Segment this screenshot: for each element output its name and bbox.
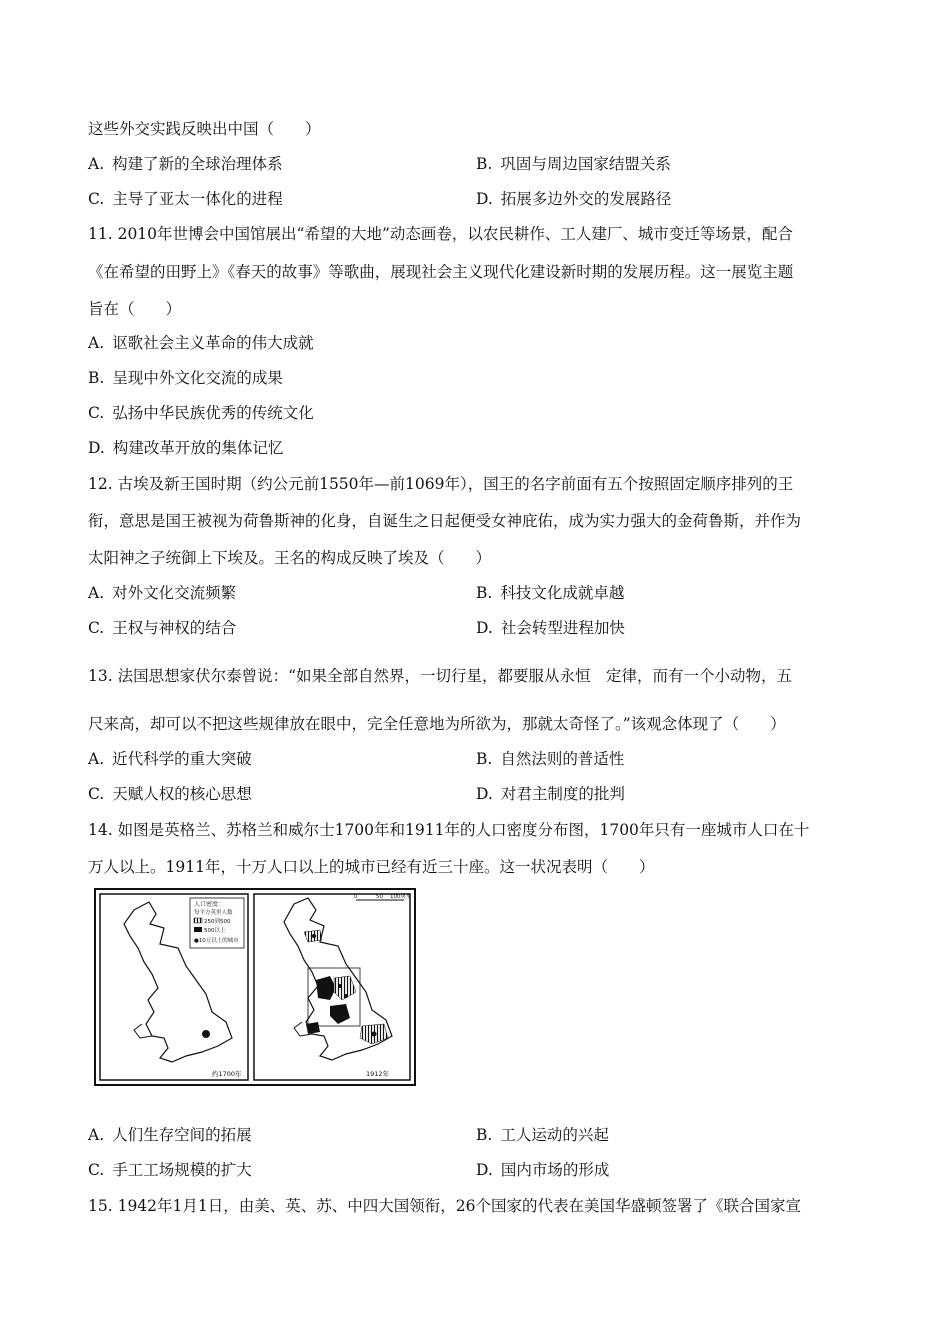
option-letter: D.	[476, 190, 493, 208]
left-map-caption: 约1700年	[212, 1070, 242, 1078]
option-letter: D.	[476, 619, 493, 637]
option-letter: D.	[476, 1161, 493, 1179]
option-letter: C.	[88, 619, 105, 637]
option-letter: B.	[476, 155, 493, 173]
option-text: 国内市场的形成	[500, 1161, 610, 1179]
option-letter: B.	[476, 750, 493, 768]
option-text: 自然法则的普适性	[500, 750, 625, 768]
city-dot	[344, 994, 348, 998]
option-text: 对外文化交流频繁	[112, 584, 237, 602]
option-letter: A.	[88, 1126, 105, 1144]
option-text: 主导了亚太一体化的进程	[112, 190, 283, 208]
city-dot	[310, 1026, 314, 1030]
map-outer-frame	[95, 889, 415, 1085]
population-density-map-figure	[94, 888, 416, 1086]
legend-item-city: ●10万以上的城市	[194, 938, 239, 944]
option-letter: B.	[476, 584, 493, 602]
q11-option-b[interactable]	[88, 368, 283, 388]
option-text: 弘扬中华民族优秀的传统文化	[112, 404, 314, 422]
q14-option-b[interactable]	[476, 1125, 609, 1145]
option-letter: D.	[88, 439, 105, 457]
q10-option-a[interactable]	[88, 154, 283, 174]
q13-option-d[interactable]	[476, 784, 625, 804]
option-letter: C.	[88, 404, 105, 422]
q12-stem-line: 12. 古埃及新王国时期（约公元前1550年—前1069年），国王的名字前面有五个按照固定顺序排列的王	[88, 475, 794, 493]
q14-stem-line: 万人以上。1911年，十万人口以上的城市已经有近三十座。这一状况表明（ ）	[88, 858, 655, 876]
legend-swatch-dense	[194, 927, 202, 932]
option-letter: C.	[88, 190, 105, 208]
legend-title: 人口密度：	[194, 901, 225, 908]
option-letter: C.	[88, 1161, 105, 1179]
q12-option-b[interactable]	[476, 583, 624, 603]
q14-stem-line: 14. 如图是英格兰、苏格兰和威尔士1700年和1911年的人口密度分布图，1700年只有一座城市人口在十	[88, 821, 810, 839]
q13-stem-line: 13. 法国思想家伏尔泰曾说：“如果全部自然界，一切行星，都要服从永恒 定律，而有一个小动物，五	[88, 667, 793, 685]
legend-swatch-medium	[194, 918, 202, 923]
q10-stem: 这些外交实践反映出中国（ ）	[88, 120, 321, 138]
city-dot	[336, 1010, 340, 1014]
option-text: 工人运动的兴起	[500, 1126, 609, 1144]
option-text: 人们生存空间的拓展	[112, 1126, 252, 1144]
legend-subtitle: 每平方英里人数	[194, 910, 233, 916]
option-letter: C.	[88, 785, 105, 803]
q11-stem-line: 旨在（ ）	[88, 300, 182, 318]
option-text: 对君主制度的批判	[500, 785, 625, 803]
option-text: 构建改革开放的集体记忆	[112, 439, 284, 457]
option-letter: A.	[88, 155, 105, 173]
q14-option-a[interactable]	[88, 1125, 252, 1145]
city-dot	[338, 984, 342, 988]
q10-option-b[interactable]	[476, 154, 671, 174]
q14-option-c[interactable]	[88, 1160, 252, 1180]
city-dot	[312, 934, 316, 938]
option-text: 拓展多边外交的发展路径	[500, 190, 672, 208]
scale-label-0: 0	[354, 894, 358, 900]
option-letter: D.	[476, 785, 493, 803]
q12-stem-line: 太阳神之子统御上下埃及。王名的构成反映了埃及（ ）	[88, 549, 492, 567]
legend-item-dense: 500以上	[204, 928, 226, 934]
option-letter: A.	[88, 334, 105, 352]
option-text: 科技文化成就卓越	[500, 584, 625, 602]
option-text: 王权与神权的结合	[112, 619, 237, 637]
map-legend	[190, 898, 244, 948]
option-text: 天赋人权的核心思想	[112, 785, 252, 803]
q11-stem-line: 11. 2010年世博会中国馆展出“希望的大地”动态画卷，以农民耕作、工人建厂、城市变迁等场景，配合	[88, 225, 793, 243]
scale-label-50: 50	[376, 894, 383, 900]
q11-option-a[interactable]	[88, 333, 314, 353]
q10-option-c[interactable]	[88, 189, 283, 209]
option-letter: A.	[88, 584, 105, 602]
scale-label-100: 100英里	[390, 894, 412, 900]
city-dot	[320, 986, 324, 990]
option-text: 呈现中外文化交流的成果	[112, 369, 283, 387]
q12-stem-line: 衔，意思是国王被视为荷鲁斯神的化身，自诞生之日起便受女神庇佑，成为实力强大的金荷鲁斯，并作为	[88, 512, 802, 530]
q13-option-b[interactable]	[476, 749, 624, 769]
london-dot-1700	[202, 1030, 210, 1038]
option-text: 手工工场规模的扩大	[112, 1161, 252, 1179]
option-letter: B.	[88, 369, 105, 387]
city-dot	[372, 1032, 377, 1037]
q11-option-c[interactable]	[88, 403, 314, 423]
q14-option-d[interactable]	[476, 1160, 609, 1180]
option-letter: A.	[88, 750, 105, 768]
q11-option-d[interactable]	[88, 438, 283, 458]
q12-option-a[interactable]	[88, 583, 236, 603]
map-svg	[94, 888, 416, 1086]
q13-option-a[interactable]	[88, 749, 252, 769]
option-text: 社会转型进程加快	[500, 619, 625, 637]
option-text: 构建了新的全球治理体系	[112, 155, 283, 173]
q10-option-d[interactable]	[476, 189, 671, 209]
option-text: 讴歌社会主义革命的伟大成就	[112, 334, 314, 352]
option-text: 近代科学的重大突破	[112, 750, 252, 768]
q15-stem-line: 15. 1942年1月1日，由美、英、苏、中四大国领衔，26个国家的代表在美国华盛顿签署了《联合国家宣	[88, 1197, 801, 1215]
legend-item-medium: 250到500	[204, 919, 231, 925]
q12-option-d[interactable]	[476, 618, 625, 638]
q12-option-c[interactable]	[88, 618, 236, 638]
right-map-caption: 1912年	[366, 1070, 390, 1078]
option-text: 巩固与周边国家结盟关系	[500, 155, 671, 173]
q13-stem-line: 尺来高，却可以不把这些规律放在眼中，完全任意地为所欲为，那就太奇怪了。”该观念体现了（ ）	[88, 715, 786, 733]
q11-stem-line: 《在希望的田野上》《春天的故事》等歌曲，展现社会主义现代化建设新时期的发展历程。这一展览主题	[88, 263, 794, 281]
option-letter: B.	[476, 1126, 493, 1144]
q13-option-c[interactable]	[88, 784, 252, 804]
